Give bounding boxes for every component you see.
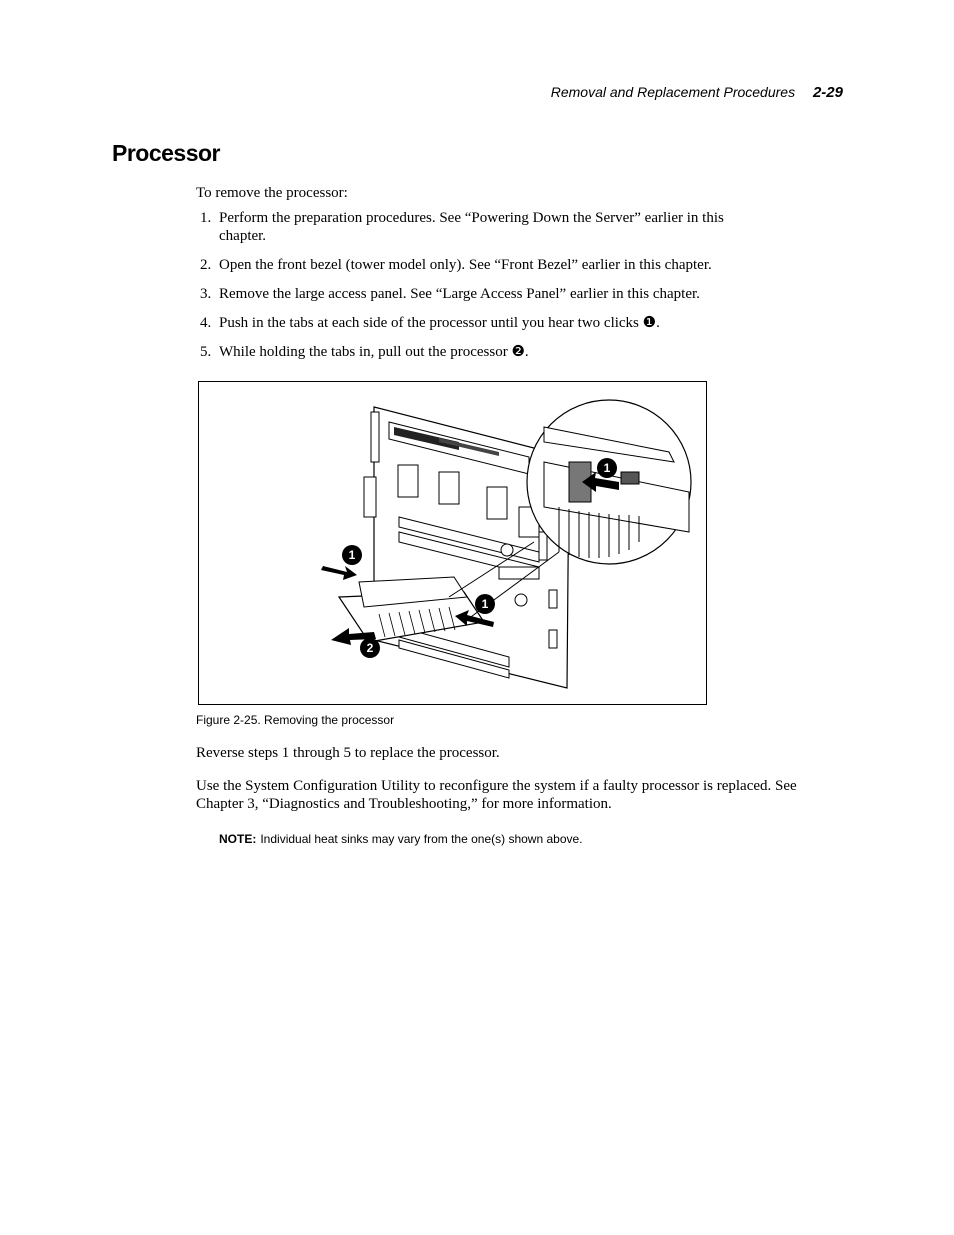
section-title: Removal and Replacement Procedures [550,84,796,100]
callout-2: 2 [360,638,380,658]
step-item [196,256,756,274]
paragraph: Reverse steps 1 through 5 to replace the processor. [196,745,500,761]
step-text: While holding the tabs in, pull out the processor ❷. [219,344,529,360]
step-text: Open the front bezel (tower model only). See “Front Bezel” earlier in this chapter. [219,257,712,273]
callout-1-detail: 1 [597,458,617,478]
step-item [196,343,756,361]
note [219,832,583,846]
page-number: 2-29 [812,84,843,101]
callout-1-left: 1 [342,545,362,565]
step-text: Push in the tabs at each side of the processor until you hear two clicks ❶. [219,315,660,331]
running-header [551,84,843,101]
step-text: Perform the preparation procedures. See “Powering Down the Server” earlier in this chapter. [219,210,724,244]
note-text: Individual heat sinks may vary from the one(s) shown above. [260,832,583,846]
intro-text: To remove the processor: [196,185,348,201]
procedure-steps [196,209,756,372]
step-number: 5. [200,344,212,360]
step-number: 2. [200,257,212,273]
system-board-illustration [199,382,705,703]
step-number: 1. [200,210,212,226]
processor-removal-figure [198,381,707,705]
paragraph: Use the System Configuration Utility to reconfigure the system if a faulty processor is replaced. See Chapter 3, “Diagnostics and Troubleshooting,” for more information. [196,778,797,812]
step-item [196,209,756,245]
step-number: 4. [200,315,212,331]
figure-caption: Figure 2-25. Removing the processor [196,713,395,727]
step-item [196,285,756,303]
callout-1-right: 1 [475,594,495,614]
note-label: NOTE: [219,832,257,846]
step-item [196,314,756,332]
step-number: 3. [200,286,212,302]
step-text: Remove the large access panel. See “Large Access Panel” earlier in this chapter. [219,286,700,302]
page-title: Processor [112,140,221,166]
